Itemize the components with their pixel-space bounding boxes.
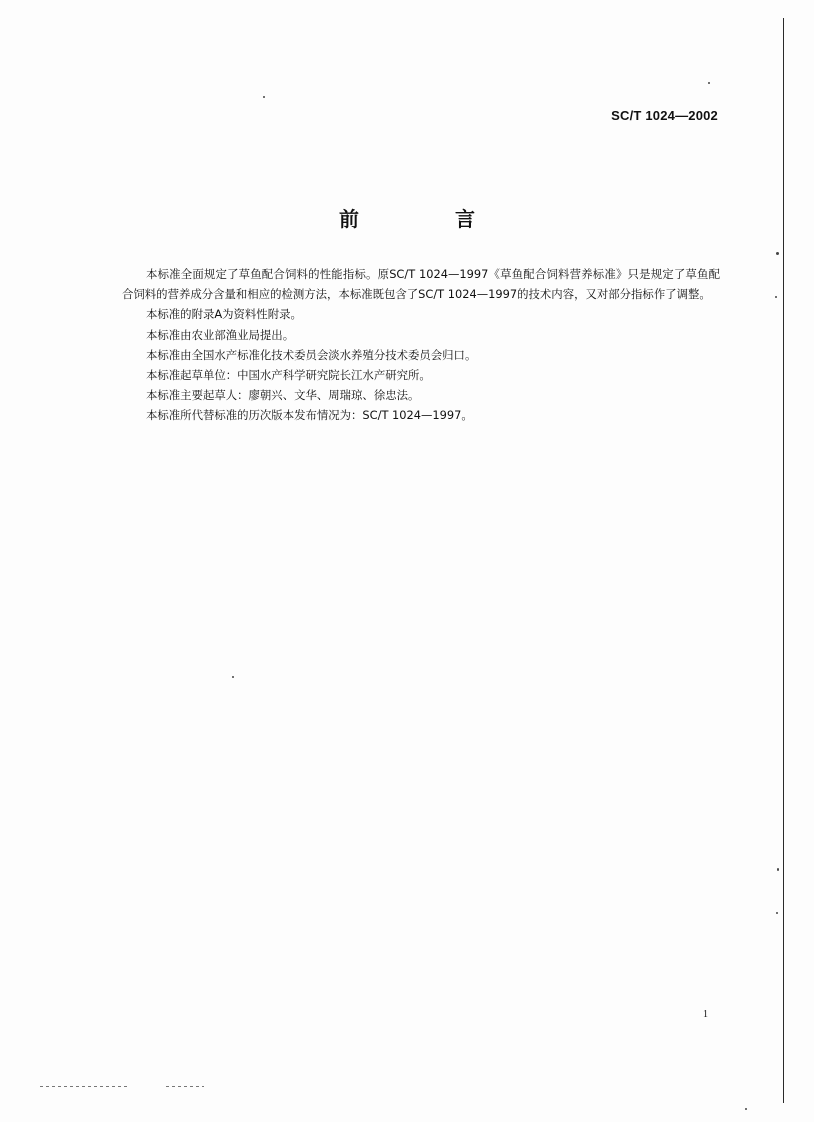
paragraph-committee: 本标准由全国水产标准化技术委员会淡水养殖分技术委员会归口。 bbox=[146, 347, 477, 362]
scan-speck bbox=[776, 252, 779, 255]
scan-speck bbox=[776, 912, 778, 914]
scan-speck bbox=[775, 296, 777, 298]
scan-speck bbox=[708, 82, 710, 84]
paragraph-history: 本标准所代替标准的历次版本发布情况为：SC/T 1024—1997。 bbox=[146, 408, 473, 423]
paragraph-proposer: 本标准由农业部渔业局提出。 bbox=[146, 327, 295, 342]
paragraph-drafting-unit: 本标准起草单位：中国水产科学研究院长江水产研究所。 bbox=[146, 368, 431, 383]
paragraph-annex: 本标准的附录A为资料性附录。 bbox=[146, 307, 302, 322]
paragraph-drafters: 本标准主要起草人：廖朝兴、文华、周瑞琼、徐忠法。 bbox=[146, 388, 420, 403]
scan-speck bbox=[232, 676, 234, 678]
paragraph-scope: 本标准全面规定了草鱼配合饲料的性能指标。原SC/T 1024—1997《草鱼配合饲料营养标准》只是规定了草鱼配合饲料的营养成分含量和相应的检测方法，本标准既包含了SC/T 1024—1997的技术内容，又对部分指标作了调整。 bbox=[122, 267, 720, 302]
page-number: 1 bbox=[703, 1009, 708, 1020]
scan-edge-marks bbox=[166, 1086, 204, 1087]
binding-edge-line bbox=[783, 18, 784, 1103]
scan-speck bbox=[745, 1108, 747, 1110]
scan-edge-marks bbox=[40, 1086, 128, 1087]
standard-number: SC/T 1024—2002 bbox=[611, 108, 718, 123]
scan-speck bbox=[777, 868, 779, 871]
foreword-body bbox=[122, 264, 720, 426]
page-title: 前 言 bbox=[339, 207, 513, 231]
scan-speck bbox=[263, 96, 265, 98]
